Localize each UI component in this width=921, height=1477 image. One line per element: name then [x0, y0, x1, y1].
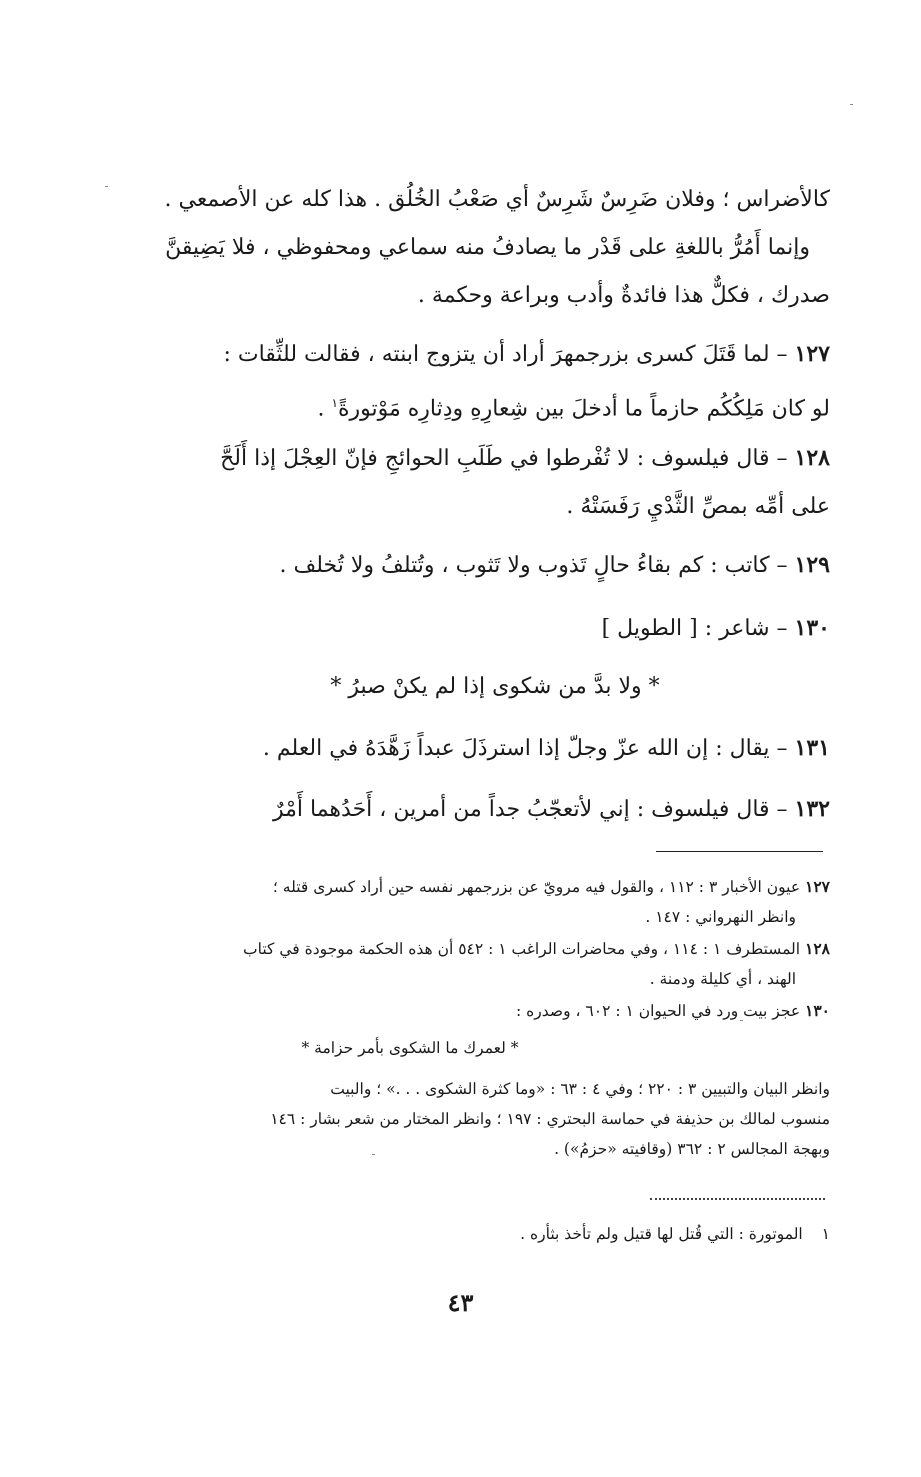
footnote-text: عيون الأخبار ٣ : ١١٢ ، والقول فيه مرويّ عن بزرجمهر نفسه حين أراد كسرى قتله ؛: [272, 878, 801, 896]
entry-number: ١٢٧: [794, 341, 830, 367]
entry-number: ١٣٠: [794, 615, 830, 641]
footnote-130: [160, 996, 830, 1026]
footnote-130-continued: [160, 1074, 830, 1164]
footnote-text: المستطرف ١ : ١١٤ ، وفي محاضرات الراغب ١ : ٥٤٢ أن هذه الحكمة موجودة في كتاب: [243, 940, 801, 958]
page-number: ٤٣: [447, 1288, 474, 1317]
entry-132: [160, 785, 830, 834]
footnote-127: [160, 872, 830, 932]
footnote-number: ١٢٧: [805, 877, 830, 896]
footnote-ref: ١: [331, 396, 338, 410]
footnote-text: الموتورة : التي قُتل لها قتيل ولم تأخذ بثأره .: [520, 1225, 803, 1243]
entry-text: .: [317, 396, 332, 422]
scan-speck: [740, 1020, 743, 1021]
entry-number: ١٣١: [794, 735, 830, 761]
entry-127: [160, 330, 830, 433]
entry-text: لو كان مَلِكُكُم حازماً ما أدخلَ بين شِعارِهِ ودِثارِه مَوْتورةً: [337, 396, 830, 422]
footnote-number: ١٣٠: [805, 1001, 830, 1020]
footnote-number: ١٢٨: [805, 939, 830, 958]
footnote-text: وبهجة المجالس ٢ : ٣٦٢ (وقافيته «حزمُ») .: [554, 1140, 830, 1158]
entry-number: ١٣٢: [794, 796, 830, 822]
entry-number: ١٢٨: [794, 445, 830, 471]
footnote-separator: [656, 851, 823, 852]
intro-line: صدرك ، فكلٌّ هذا فائدةٌ وأدب وبراعة وحكمة .: [417, 283, 830, 308]
scan-speck: [372, 1154, 375, 1155]
scan-speck: [850, 104, 853, 105]
entry-text: – كاتب : كم بقاءُ حالٍ تَذوب ولا تَثوب ، وتُتلفُ ولا تُخلف .: [279, 553, 788, 578]
scan-speck: [105, 186, 108, 187]
entry-text: – شاعر : [ الطويل ]: [601, 616, 788, 641]
intro-line: كالأضراس ؛ وفلان ضَرِسٌ شَرِسٌ أي صَعْبُ الخُلُق . هذا كله عن الأصمعي .: [164, 187, 830, 212]
entry-text: – قال فيلسوف : إني لأتعجّبُ جداً من أمرين ، أَحَدُهما أَمْرٌ: [272, 797, 788, 822]
entry-text: – قال فيلسوف : لا تُفْرطوا في طَلَبِ الحوائجِ فإنّ العِجْلَ إذا أَلَحَّ: [220, 446, 788, 471]
intro-paragraph: [160, 176, 830, 320]
verse-line: * ولا بدَّ من شكوى إذا لم يكنْ صبرُ *: [330, 674, 660, 699]
footnote-1: [160, 1219, 830, 1249]
footnote-text: منسوب لمالك بن حذيفة في حماسة البحتري : ١٩٧ ؛ وانظر المختار من شعر بشار : ١٤٦: [270, 1110, 830, 1128]
entry-129: [160, 541, 830, 590]
footnote-dotted-separator: [650, 1198, 825, 1200]
entry-128: [160, 434, 830, 531]
footnote-128: [160, 934, 830, 994]
intro-line: وإنما أَمُرُّ باللغةِ على قَدْر ما يصادفُ منه سماعي ومحفوظي ، فلا يَضِيقنَّ: [165, 235, 810, 260]
entry-text: – يقال : إن الله عزّ وجلّ إذا استرذَلَ عبداً زَهَّدَهُ في العلم .: [262, 736, 788, 761]
entry-131: [160, 724, 830, 773]
footnote-text: وانظر البيان والتبيين ٣ : ٢٢٠ ؛ وفي ٤ : ٦٣ : «وما كثرة الشكوى . . .» ؛ والبيت: [330, 1080, 830, 1098]
entry-text: على أمِّه بمصِّ الثَّدْيِ رَفَسَتْهُ .: [566, 494, 830, 519]
footnote-verse: * لعمرك ما الشكوى بأمر حزامة *: [301, 1039, 519, 1057]
footnote-text: عجز بيت ورد في الحيوان ١ : ٦٠٢ ، وصدره :: [516, 1002, 801, 1020]
footnote-text: الهند ، أي كليلة ودمنة .: [649, 970, 796, 988]
entry-text: – لما قَتَلَ كسرى بزرجمهرَ أراد أن يتزوج ابنته ، فقالت للثِّقات :: [223, 342, 788, 367]
entry-number: ١٢٩: [794, 552, 830, 578]
entry-130: [160, 604, 830, 653]
footnote-text: وانظر النهرواني : ١٤٧ .: [645, 908, 796, 926]
footnote-number: ١: [821, 1225, 830, 1243]
